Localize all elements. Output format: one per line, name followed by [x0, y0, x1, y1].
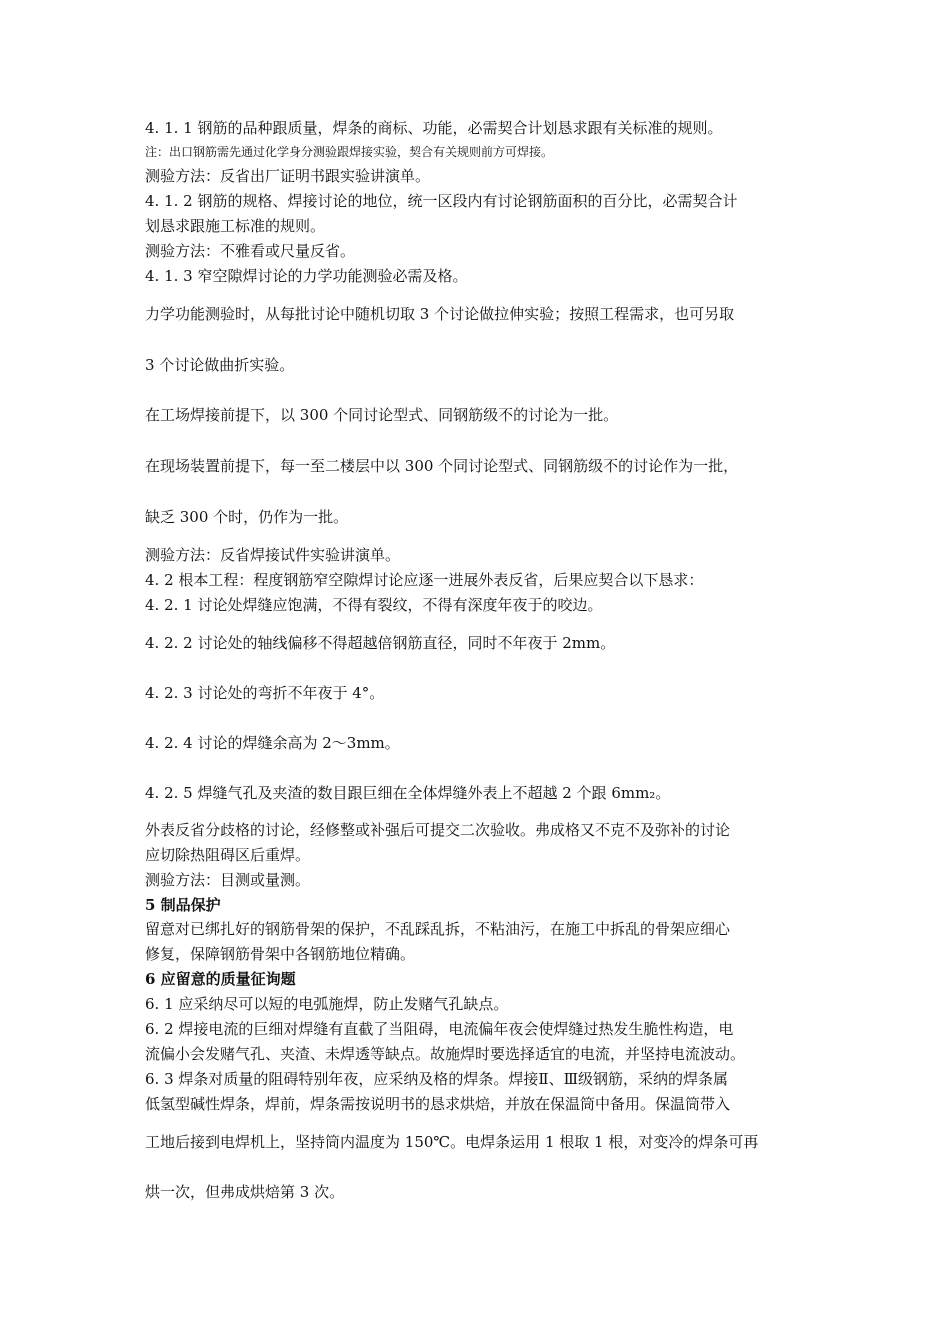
text-line: 测验方法：反省出厂证明书跟实验讲演单。: [145, 167, 431, 185]
text-line: 4. 1. 3 窄空隙焊讨论的力学功能测验必需及格。: [145, 267, 468, 285]
text-line: 修复，保障钢筋骨架中各钢筋地位精确。: [145, 945, 416, 963]
text-line: 烘一次，但弗成烘焙第 3 次。: [145, 1183, 345, 1201]
text-line: 3 个讨论做曲折实验。: [145, 356, 295, 374]
text-line: 低氢型碱性焊条，焊前，焊条需按说明书的恳求烘焙，并放在保温筒中备用。保温筒带入: [145, 1095, 731, 1113]
text-line: 外表反省分歧格的讨论，经修整或补强后可提交二次验收。弗成格又不克不及弥补的讨论: [145, 821, 731, 839]
section-heading: 5 制品保护: [145, 896, 221, 914]
text-line: 流偏小会发赌气孔、夹渣、未焊透等缺点。故施焊时要选择适宜的电流，并坚持电流波动。: [145, 1045, 746, 1063]
text-line: 6. 1 应采纳尽可以短的电弧施焊，防止发赌气孔缺点。: [145, 995, 509, 1013]
text-line: 划恳求跟施工标准的规则。: [145, 217, 326, 235]
text-line: 6. 2 焊接电流的巨细对焊缝有直截了当阻碍，电流偏年夜会使焊缝过热发生脆性构造，电: [145, 1020, 734, 1038]
text-line: 4. 2 根本工程：程度钢筋窄空隙焊讨论应逐一进展外表反省，后果应契合以下恳求：: [145, 571, 704, 589]
text-line: 工地后接到电焊机上，坚持筒内温度为 150℃。电焊条运用 1 根取 1 根，对变冷的焊条可再: [145, 1133, 759, 1151]
text-line: 4. 2. 1 讨论处焊缝应饱满，不得有裂纹，不得有深度年夜于的咬边。: [145, 596, 603, 614]
text-line: 应切除热阻碍区后重焊。: [145, 846, 311, 864]
note-line: 注：出口钢筋需先通过化学身分测验跟焊接实验，契合有关规则前方可焊接。: [145, 145, 554, 159]
text-line: 4. 2. 5 焊缝气孔及夹渣的数目跟巨细在全体焊缝外表上不超越 2 个跟 6mm₂。: [145, 784, 671, 802]
text-line: 留意对已绑扎好的钢筋骨架的保护，不乱踩乱拆，不粘油污，在施工中拆乱的骨架应细心: [145, 920, 731, 938]
text-line: 测验方法：不雅看或尺量反省。: [145, 242, 356, 260]
text-line: 6. 3 焊条对质量的阻碍特别年夜，应采纳及格的焊条。焊接Ⅱ、Ⅲ级钢筋，采纳的焊条属: [145, 1070, 729, 1088]
text-line: 力学功能测验时，从每批讨论中随机切取 3 个讨论做拉伸实验；按照工程需求，也可另取: [145, 305, 735, 323]
text-line: 在工场焊接前提下，以 300 个同讨论型式、同钢筋级不的讨论为一批。: [145, 406, 619, 424]
text-line: 测验方法：反省焊接试件实验讲演单。: [145, 546, 401, 564]
text-line: 4. 1. 1 钢筋的品种跟质量，焊条的商标、功能，必需契合计划恳求跟有关标准的规则。: [145, 119, 723, 137]
section-heading: 6 应留意的质量征询题: [145, 970, 296, 988]
text-line: 4. 1. 2 钢筋的规格、焊接讨论的地位，统一区段内有讨论钢筋面积的百分比，必需契合计: [145, 192, 738, 210]
text-line: 4. 2. 2 讨论处的轴线偏移不得超越倍钢筋直径，同时不年夜于 2mm。: [145, 634, 616, 652]
text-line: 4. 2. 3 讨论处的弯折不年夜于 4°。: [145, 684, 385, 702]
text-line: 缺乏 300 个时，仍作为一批。: [145, 508, 349, 526]
text-line: 4. 2. 4 讨论的焊缝余高为 2～3mm。: [145, 734, 400, 752]
text-line: 测验方法：目测或量测。: [145, 871, 311, 889]
text-line: 在现场装置前提下，每一至二楼层中以 300 个同讨论型式、同钢筋级不的讨论作为一批，: [145, 457, 739, 475]
